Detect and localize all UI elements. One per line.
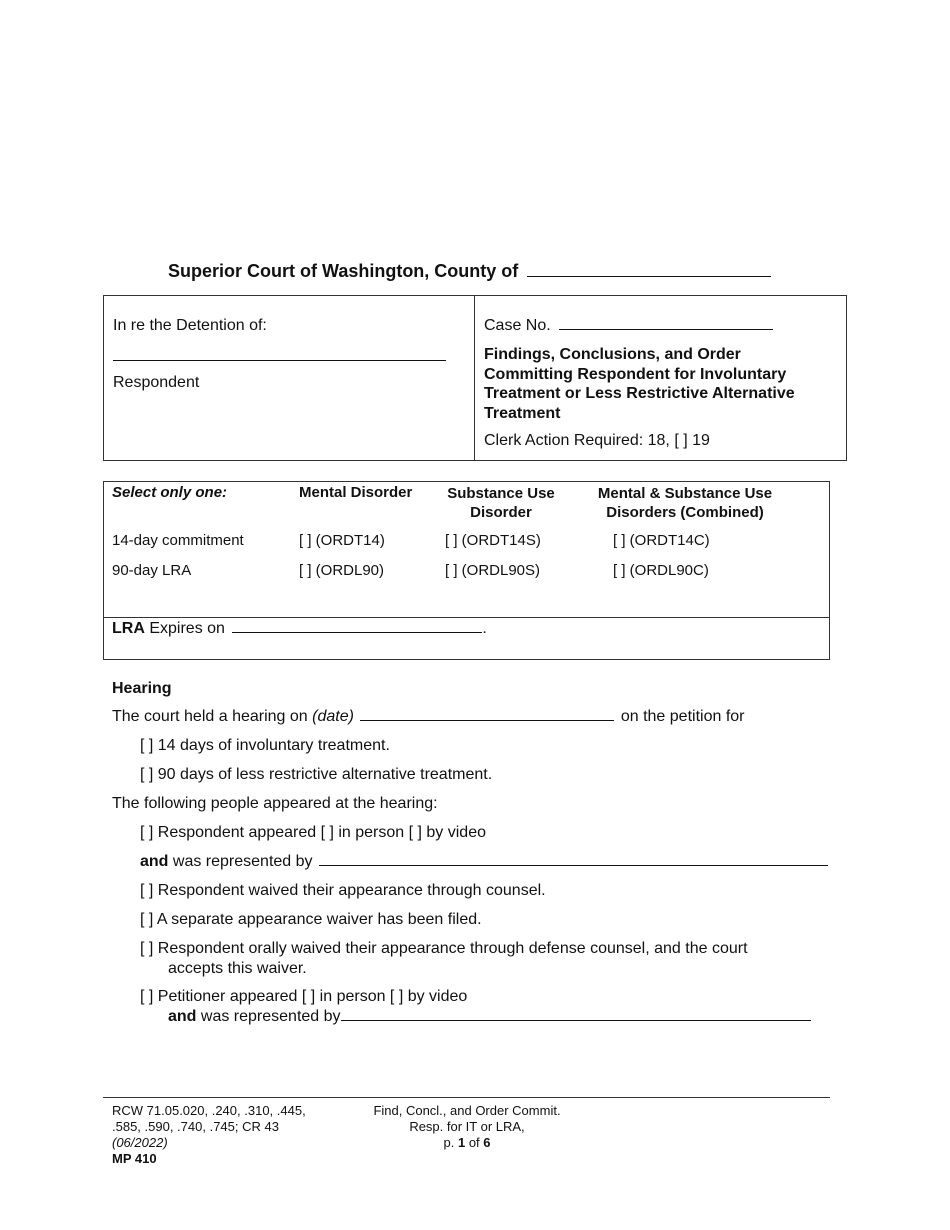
row-90-day-label: 90-day LRA xyxy=(112,562,192,579)
header-mental-disorder: Mental Disorder xyxy=(299,484,413,501)
footer-title-line-2: Resp. for IT or LRA, xyxy=(409,1119,525,1134)
footer-revision-date: (06/2022) xyxy=(112,1135,168,1150)
caption-divider xyxy=(474,296,475,460)
footer-page-prefix: p. xyxy=(443,1135,455,1150)
select-only-one-label: Select only one: xyxy=(112,484,228,501)
court-heading xyxy=(168,261,771,282)
and-bold: and xyxy=(140,853,169,870)
lra-period: . xyxy=(482,620,487,637)
county-blank[interactable] xyxy=(527,276,771,277)
petitioner-counsel-blank[interactable] xyxy=(341,1020,811,1021)
checkbox-ordl90s[interactable]: [ ] (ORDL90S) xyxy=(445,562,541,579)
hearing-date-label: (date) xyxy=(312,708,354,725)
commitment-type-grid xyxy=(103,481,830,660)
represented-by-label: was represented by xyxy=(172,853,313,870)
option-90-days[interactable]: [ ] 90 days of less restrictive alternative treatment. xyxy=(140,766,493,783)
header-substance-use: Substance Use Disorder xyxy=(447,485,555,521)
checkbox-ordl90c[interactable]: [ ] (ORDL90C) xyxy=(613,562,709,579)
hearing-held-suffix: on the petition for xyxy=(620,708,745,725)
orally-waived-option[interactable]: [ ] Respondent orally waived their appearance through defense counsel, and the court xyxy=(140,940,748,957)
lra-expiry-date-blank[interactable] xyxy=(232,632,482,633)
footer-title-line-1: Find, Concl., and Order Commit. xyxy=(373,1103,561,1118)
case-number-blank[interactable] xyxy=(559,329,773,330)
respondent-represented-row xyxy=(140,853,828,871)
checkbox-ordt14c[interactable]: [ ] (ORDT14C) xyxy=(613,532,710,549)
hearing-held-row xyxy=(112,708,744,726)
checkbox-ordt14s[interactable]: [ ] (ORDT14S) xyxy=(445,532,541,549)
lra-expires-row xyxy=(112,620,487,638)
footer-left xyxy=(112,1103,306,1167)
footer-rcw-line-2: .585, .590, .740, .745; CR 43 xyxy=(112,1119,279,1134)
footer-page-number: 1 xyxy=(457,1135,466,1150)
footer-form-number: MP 410 xyxy=(112,1151,157,1166)
in-re-label: In re the Detention of: xyxy=(113,317,267,334)
separate-waiver-option[interactable]: [ ] A separate appearance waiver has been filed. xyxy=(140,911,482,928)
grid-divider xyxy=(104,617,829,618)
footer-center xyxy=(340,1103,594,1151)
petitioner-represented-label: was represented by xyxy=(200,1008,341,1025)
header-combined: Mental & Substance Use Disorders (Combined) xyxy=(597,485,773,521)
hearing-heading: Hearing xyxy=(112,680,172,697)
checkbox-ordl90[interactable]: [ ] (ORDL90) xyxy=(299,562,385,579)
respondent-label: Respondent xyxy=(113,374,200,391)
document-title: Findings, Conclusions, and Order Committing Respondent for Involuntary Treatment or Less Restrictive Alternative Treatment xyxy=(484,346,795,422)
footer-page-total: 6 xyxy=(483,1135,491,1150)
hearing-date-blank[interactable] xyxy=(360,720,614,721)
checkbox-ordt14[interactable]: [ ] (ORDT14) xyxy=(299,532,385,549)
waived-through-counsel-option[interactable]: [ ] Respondent waived their appearance through counsel. xyxy=(140,882,546,899)
respondent-name-blank[interactable] xyxy=(113,360,446,361)
caption-box xyxy=(103,295,847,461)
row-14-day-label: 14-day commitment xyxy=(112,532,244,549)
lra-expires-label: Expires on xyxy=(149,620,225,637)
appeared-intro: The following people appeared at the hearing: xyxy=(112,795,438,812)
clerk-action: Clerk Action Required: 18, [ ] 19 xyxy=(484,432,710,449)
lra-bold: LRA xyxy=(112,620,145,637)
petitioner-represented-row xyxy=(168,1008,811,1026)
case-number-row xyxy=(484,317,773,335)
orally-waived-continuation: accepts this waiver. xyxy=(168,960,307,977)
petitioner-appeared-option[interactable]: [ ] Petitioner appeared [ ] in person [ ] by video xyxy=(140,988,468,1005)
respondent-appeared-option[interactable]: [ ] Respondent appeared [ ] in person [ ] by video xyxy=(140,824,486,841)
court-heading-text: Superior Court of Washington, County of xyxy=(168,261,519,281)
hearing-held-prefix: The court held a hearing on xyxy=(112,708,308,725)
case-no-label: Case No. xyxy=(484,317,551,334)
footer-rcw-line-1: RCW 71.05.020, .240, .310, .445, xyxy=(112,1103,306,1118)
option-14-days[interactable]: [ ] 14 days of involuntary treatment. xyxy=(140,737,390,754)
petitioner-and-bold: and xyxy=(168,1008,197,1025)
footer-page-of: of xyxy=(468,1135,480,1150)
respondent-counsel-blank[interactable] xyxy=(319,865,828,866)
footer-page-indicator xyxy=(340,1135,594,1151)
footer-rule xyxy=(103,1097,830,1098)
